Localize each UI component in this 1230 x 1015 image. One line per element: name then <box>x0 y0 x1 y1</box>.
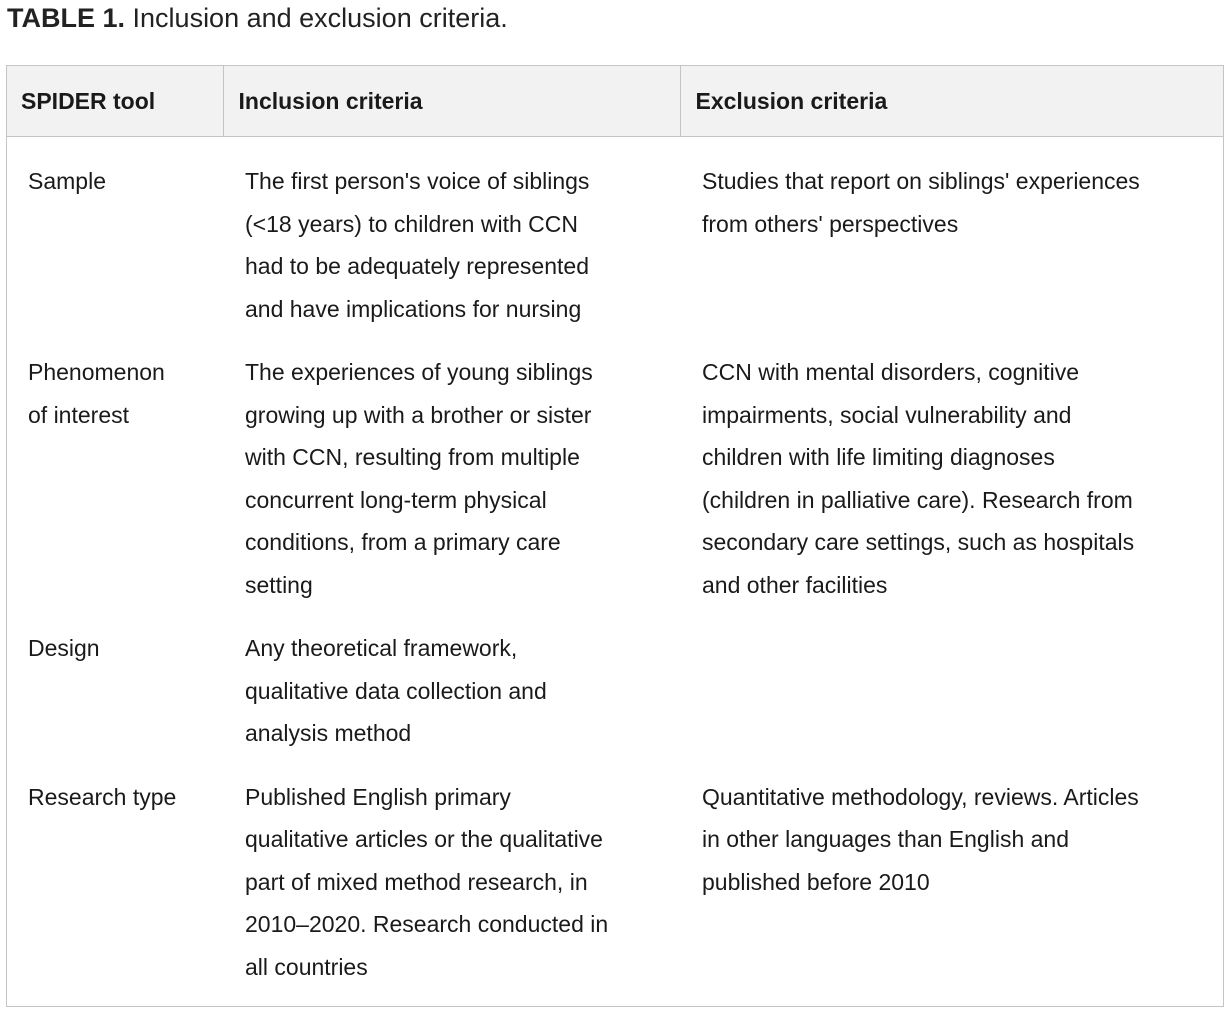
table-row-phenomenon-of-interest <box>7 351 1223 627</box>
cell-line: all countries <box>245 953 368 980</box>
cell-line: 2010–2020. Research conducted in <box>245 911 609 937</box>
cell-tool <box>7 137 223 352</box>
cell-line: impairments, social vulnerability and <box>702 401 1072 428</box>
table-caption <box>7 2 508 34</box>
cell-line: Sample <box>28 168 106 194</box>
cell-line: (<18 years) to children with CCN <box>245 210 578 237</box>
cell-inclusion <box>223 351 680 627</box>
cell-exclusion <box>680 137 1223 352</box>
cell-line: concurrent long-term physical <box>245 486 547 513</box>
cell-line: part of mixed method research, in <box>245 868 588 895</box>
header-exclusion-criteria: Exclusion criteria <box>680 66 1223 137</box>
cell-line: analysis method <box>245 720 412 746</box>
cell-line: and have implications for nursing <box>245 295 582 322</box>
cell-line: had to be adequately represented <box>245 253 589 279</box>
cell-line: Published English primary <box>245 783 511 810</box>
cell-line: Any theoretical framework, <box>245 635 518 661</box>
cell-line: qualitative articles or the qualitative <box>245 826 603 852</box>
cell-line: (children in palliative care). Research from <box>702 486 1133 513</box>
cell-line: CCN with mental disorders, cognitive <box>702 359 1080 385</box>
header-spider-tool: SPIDER tool <box>7 66 223 137</box>
cell-line: Studies that report on siblings' experiences <box>702 168 1140 194</box>
cell-exclusion <box>680 627 1223 776</box>
cell-line: in other languages than English and <box>702 826 1070 852</box>
cell-exclusion <box>680 776 1223 1001</box>
cell-line: from others' perspectives <box>702 210 959 237</box>
cell-line: conditions, from a primary care <box>245 529 561 555</box>
table-caption-text: Inclusion and exclusion criteria. <box>132 3 508 33</box>
cell-line: The first person's voice of siblings <box>245 168 590 194</box>
cell-line: setting <box>245 571 313 598</box>
table-row-research-type <box>7 776 1223 1001</box>
cell-line: Design <box>28 635 100 661</box>
cell-inclusion <box>223 776 680 1001</box>
cell-line: The experiences of young siblings <box>245 359 593 385</box>
cell-line: published before 2010 <box>702 868 930 895</box>
table-row-design <box>7 627 1223 776</box>
criteria-table <box>7 66 1223 1000</box>
cell-tool <box>7 627 223 776</box>
table-header-row <box>7 66 1223 137</box>
header-inclusion-criteria: Inclusion criteria <box>223 66 680 137</box>
table-caption-label: TABLE 1. <box>7 3 126 33</box>
cell-line: children with life limiting diagnoses <box>702 444 1055 470</box>
cell-line: Quantitative methodology, reviews. Articles <box>702 783 1139 810</box>
cell-exclusion <box>680 351 1223 627</box>
cell-tool <box>7 776 223 1001</box>
cell-inclusion <box>223 627 680 776</box>
cell-inclusion <box>223 137 680 352</box>
cell-line: and other facilities <box>702 571 888 598</box>
cell-line: Research type <box>28 783 177 810</box>
table-row-sample <box>7 137 1223 352</box>
cell-line: of interest <box>28 401 129 428</box>
cell-tool <box>7 351 223 627</box>
cell-line: Phenomenon <box>28 359 165 385</box>
cell-line: growing up with a brother or sister <box>245 401 592 428</box>
criteria-table-container <box>6 65 1224 1007</box>
cell-line: qualitative data collection and <box>245 677 547 704</box>
cell-line: with CCN, resulting from multiple <box>245 444 580 470</box>
cell-line: secondary care settings, such as hospitals <box>702 529 1135 555</box>
